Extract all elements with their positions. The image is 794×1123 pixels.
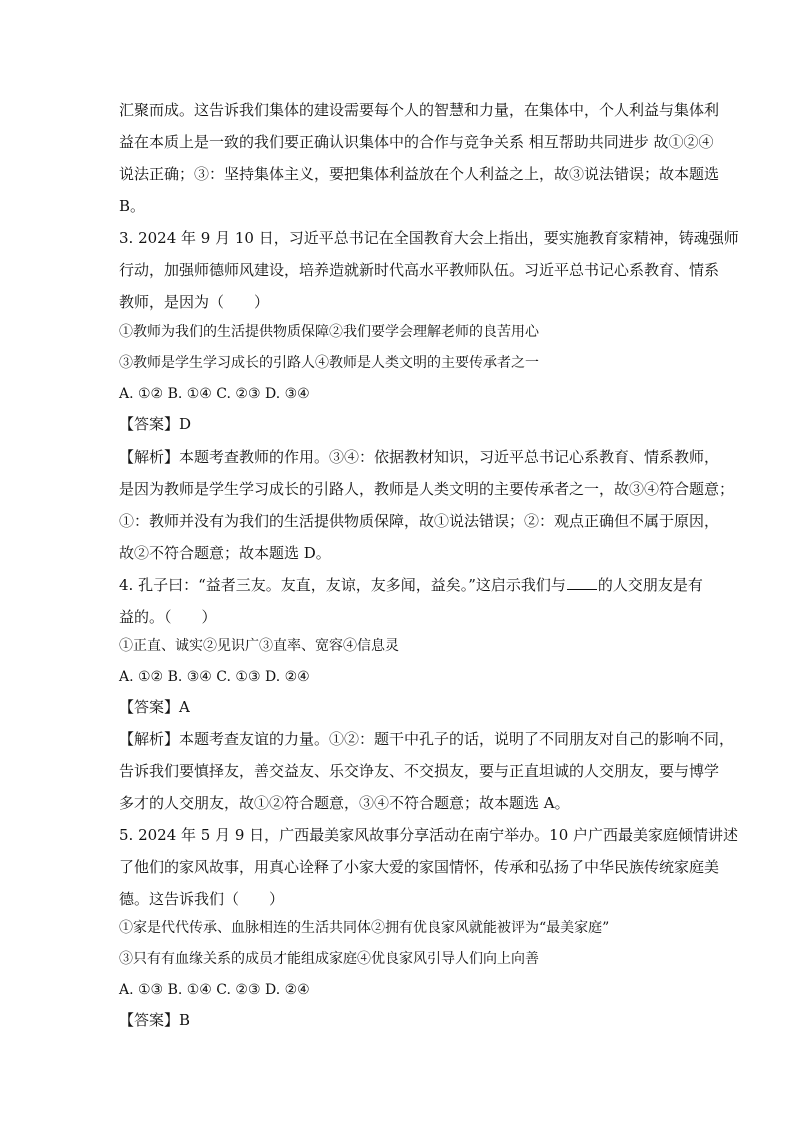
question-4-explanation: 【解析】本题考查友谊的力量。①②：题干中孔子的话，说明了不同朋友对自己的影响不同， <box>119 730 735 748</box>
text-line: B。 <box>119 197 146 215</box>
question-4-stem-part: 的人交朋友是有 <box>597 576 703 594</box>
question-5-option-line: ③只有有血缘关系的成员才能组成家庭④优良家风引导人们向上向善 <box>119 951 539 967</box>
question-4-choices: A. ①② B. ③④ C. ①③ D. ②④ <box>119 669 310 685</box>
question-5-option-line: ①家是代代传承、血脉相连的生活共同体②拥有优良家风就能被评为“最美家庭” <box>119 920 610 936</box>
question-4-stem-part: 4. 孔子曰：“益者三友。友直，友谅，友多闻，益矣。”这启示我们与 <box>119 576 566 594</box>
question-5-stem: 5. 2024 年 5 月 9 日，广西最美家风故事分享活动在南宁举办。10 户广西最美家庭倾情讲述 <box>119 826 739 844</box>
question-3-explanation: 是因为教师是学生学习成长的引路人，教师是人类文明的主要传承者之一，故③④符合题意； <box>119 480 735 498</box>
text-line: 说法正确；③：坚持集体主义，要把集体利益放在个人利益之上，故③说法错误；故本题选 <box>119 165 720 183</box>
question-5-stem: 德。这告诉我们（ ） <box>119 890 285 908</box>
question-3-explanation: 【解析】本题考查教师的作用。③④：依据教材知识，习近平总书记心系教育、情系教师， <box>119 448 720 466</box>
question-3-answer: 【答案】D <box>119 415 192 433</box>
text-line: 益在本质上是一致的我们要正确认识集体中的合作与竞争关系 相互帮助共同进步 故①②④ <box>119 133 714 151</box>
question-4-stem <box>119 575 703 595</box>
question-4-option-line: ①正直、诚实②见识广③直率、宽容④信息灵 <box>119 638 399 654</box>
question-3-explanation: ①：教师并没有为我们的生活提供物质保障，故①说法错误；②：观点正确但不属于原因， <box>119 512 720 530</box>
question-5-choices: A. ①③ B. ①④ C. ②③ D. ②④ <box>119 982 310 998</box>
question-3-choices: A. ①② B. ①④ C. ②③ D. ③④ <box>119 386 310 402</box>
question-3-stem: 教师，是因为（ ） <box>119 293 270 311</box>
question-3-option-line: ①教师为我们的生活提供物质保障②我们要学会理解老师的良苦用心 <box>119 324 539 340</box>
question-5-stem: 了他们的家风故事，用真心诠释了小家大爱的家国情怀，传承和弘扬了中华民族传统家庭美 <box>119 858 720 876</box>
question-4-explanation: 多才的人交朋友，故①②符合题意，③④不符合题意；故本题选 A。 <box>119 794 570 812</box>
text-line: 汇聚而成。这告诉我们集体的建设需要每个人的智慧和力量，在集体中，个人利益与集体利 <box>119 101 720 119</box>
question-4-explanation: 告诉我们要慎择友，善交益友、乐交诤友、不交损友，要与正直坦诚的人交朋友，要与博学 <box>119 762 720 780</box>
answer-blank <box>567 575 597 590</box>
question-5-answer: 【答案】B <box>119 1011 191 1029</box>
question-3-stem: 3. 2024 年 9 月 10 日，习近平总书记在全国教育大会上指出，要实施教育家精神，铸魂强师 <box>119 229 739 247</box>
question-4-answer: 【答案】A <box>119 698 190 716</box>
question-4-stem: 益的。（ ） <box>119 608 217 626</box>
question-3-explanation: 故②不符合题意；故本题选 D。 <box>119 544 331 562</box>
question-3-option-line: ③教师是学生学习成长的引路人④教师是人类文明的主要传承者之一 <box>119 355 539 371</box>
question-3-stem: 行动，加强师德师风建设，培养造就新时代高水平教师队伍。习近平总书记心系教育、情系 <box>119 261 720 279</box>
